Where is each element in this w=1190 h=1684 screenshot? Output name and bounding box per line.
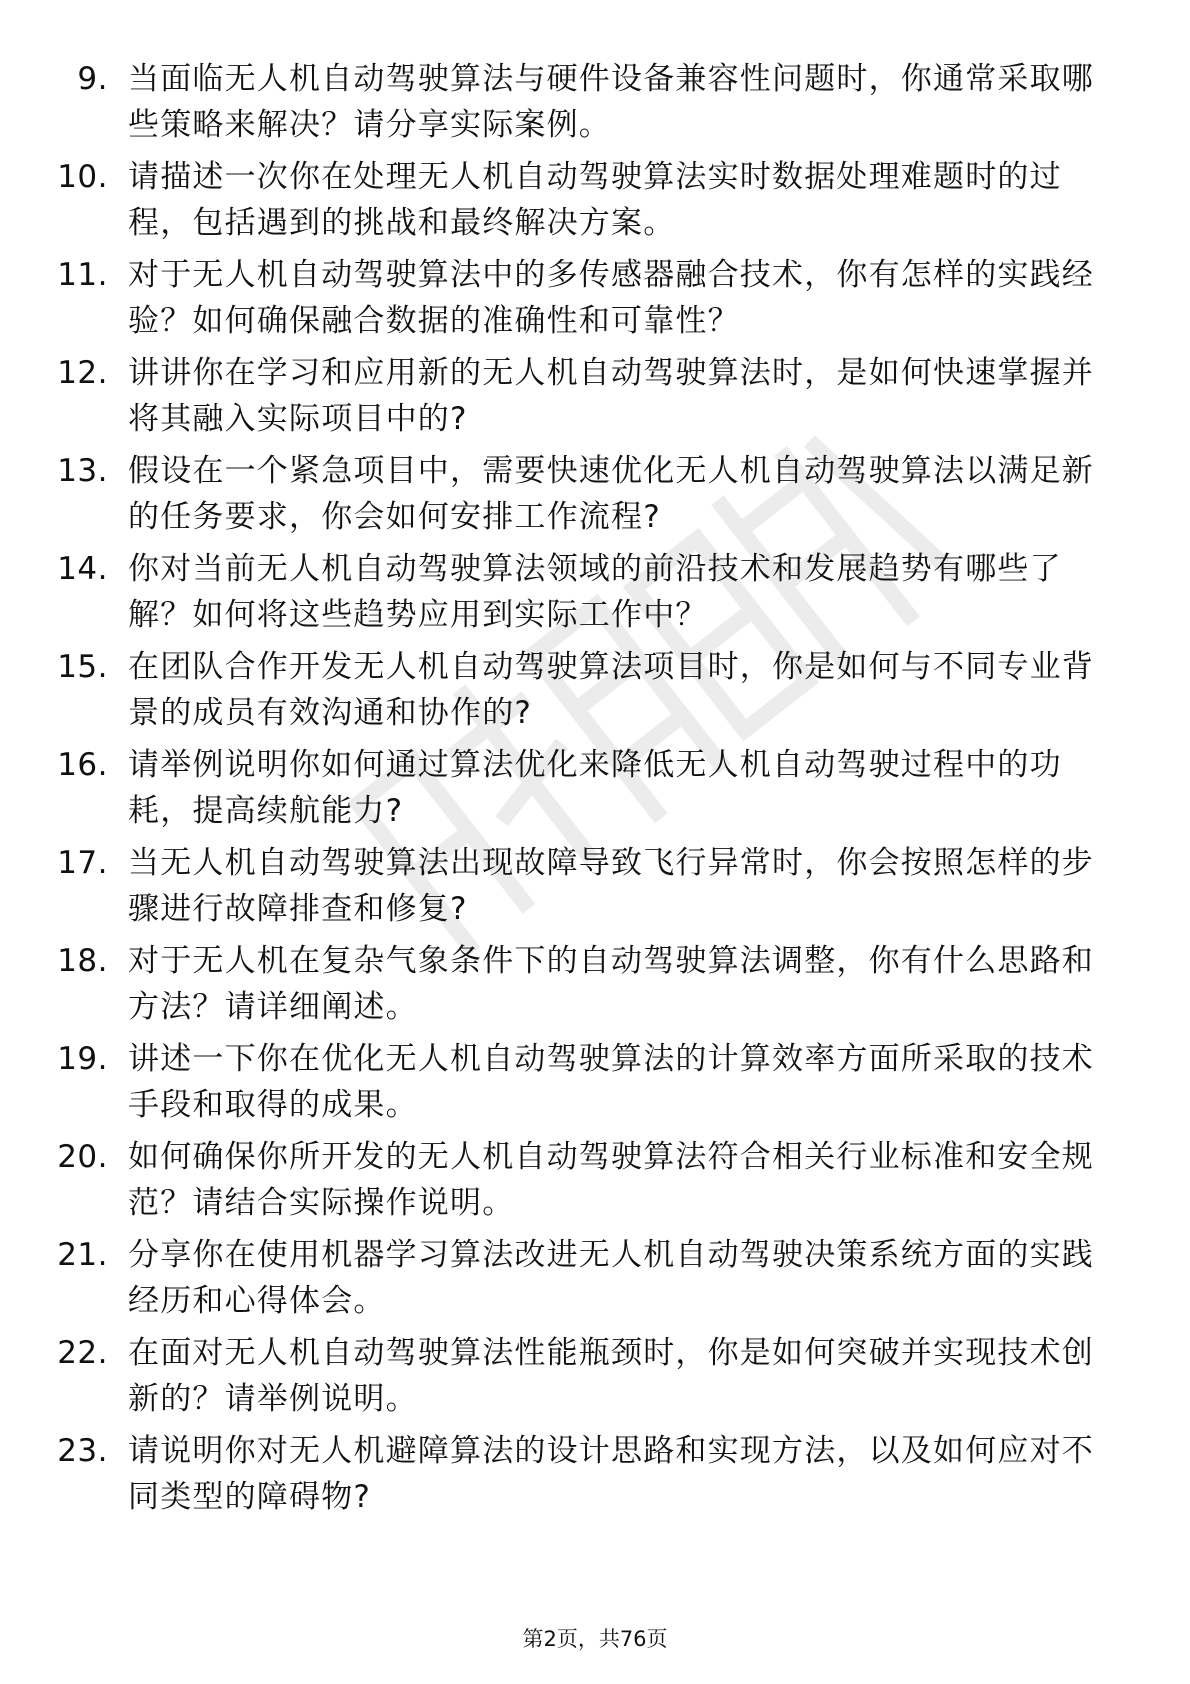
- question-item-14: [0, 538, 1190, 636]
- question-text: 请说明你对无人机避障算法的设计思路和实现方法，以及如何应对不同类型的障碍物?: [128, 1433, 1094, 1515]
- question-text: 对于无人机在复杂气象条件下的自动驾驶算法调整，你有什么思路和方法？请详细阐述。: [128, 943, 1094, 1025]
- question-list: [0, 48, 1190, 1518]
- question-number: 22.: [57, 1335, 108, 1371]
- question-number: 11.: [57, 257, 108, 293]
- question-item-21: [0, 1224, 1190, 1322]
- question-number: 10.: [57, 159, 108, 195]
- question-number: 16.: [57, 747, 108, 783]
- question-text: 请描述一次你在处理无人机自动驾驶算法实时数据处理难题时的过程，包括遇到的挑战和最终解决方案。: [128, 159, 1062, 241]
- question-item-20: [0, 1126, 1190, 1224]
- question-item-18: [0, 930, 1190, 1028]
- question-item-23: [0, 1420, 1190, 1518]
- question-item-12: [0, 342, 1190, 440]
- question-text: 在团队合作开发无人机自动驾驶算法项目时，你是如何与不同专业背景的成员有效沟通和协作的?: [128, 649, 1094, 731]
- question-text: 假设在一个紧急项目中，需要快速优化无人机自动驾驶算法以满足新的任务要求，你会如何安排工作流程?: [128, 453, 1094, 535]
- question-item-9: [0, 48, 1190, 146]
- question-text: 当面临无人机自动驾驶算法与硬件设备兼容性问题时，你通常采取哪些策略来解决？请分享实际案例。: [128, 61, 1094, 143]
- question-item-13: [0, 440, 1190, 538]
- question-text: 分享你在使用机器学习算法改进无人机自动驾驶决策系统方面的实践经历和心得体会。: [128, 1237, 1094, 1319]
- question-number: 23.: [57, 1433, 108, 1469]
- question-item-16: [0, 734, 1190, 832]
- question-text: 在面对无人机自动驾驶算法性能瓶颈时，你是如何突破并实现技术创新的？请举例说明。: [128, 1335, 1094, 1417]
- question-number: 17.: [57, 845, 108, 881]
- question-text: 讲讲你在学习和应用新的无人机自动驾驶算法时，是如何快速掌握并将其融入实际项目中的?: [128, 355, 1094, 437]
- question-number: 15.: [57, 649, 108, 685]
- question-item-10: [0, 146, 1190, 244]
- question-item-19: [0, 1028, 1190, 1126]
- page-footer: [0, 1624, 1190, 1654]
- question-number: 19.: [57, 1041, 108, 1077]
- question-number: 18.: [57, 943, 108, 979]
- question-text: 如何确保你所开发的无人机自动驾驶算法符合相关行业标准和安全规范？请结合实际操作说明。: [128, 1139, 1094, 1221]
- question-text: 你对当前无人机自动驾驶算法领域的前沿技术和发展趋势有哪些了解？如何将这些趋势应用到实际工作中？: [128, 551, 1062, 633]
- question-item-22: [0, 1322, 1190, 1420]
- question-number: 12.: [57, 355, 108, 391]
- question-item-11: [0, 244, 1190, 342]
- question-number: 13.: [57, 453, 108, 489]
- question-text: 请举例说明你如何通过算法优化来降低无人机自动驾驶过程中的功耗，提高续航能力?: [128, 747, 1062, 829]
- question-number: 9.: [77, 61, 108, 97]
- question-number: 14.: [57, 551, 108, 587]
- question-text: 讲述一下你在优化无人机自动驾驶算法的计算效率方面所采取的技术手段和取得的成果。: [128, 1041, 1094, 1123]
- page-indicator: 第2页，共76页: [522, 1627, 668, 1651]
- question-text: 对于无人机自动驾驶算法中的多传感器融合技术，你有怎样的实践经验？如何确保融合数据的准确性和可靠性？: [128, 257, 1094, 339]
- question-item-15: [0, 636, 1190, 734]
- question-text: 当无人机自动驾驶算法出现故障导致飞行异常时，你会按照怎样的步骤进行故障排查和修复?: [128, 845, 1094, 927]
- question-item-17: [0, 832, 1190, 930]
- question-number: 21.: [57, 1237, 108, 1273]
- question-number: 20.: [57, 1139, 108, 1175]
